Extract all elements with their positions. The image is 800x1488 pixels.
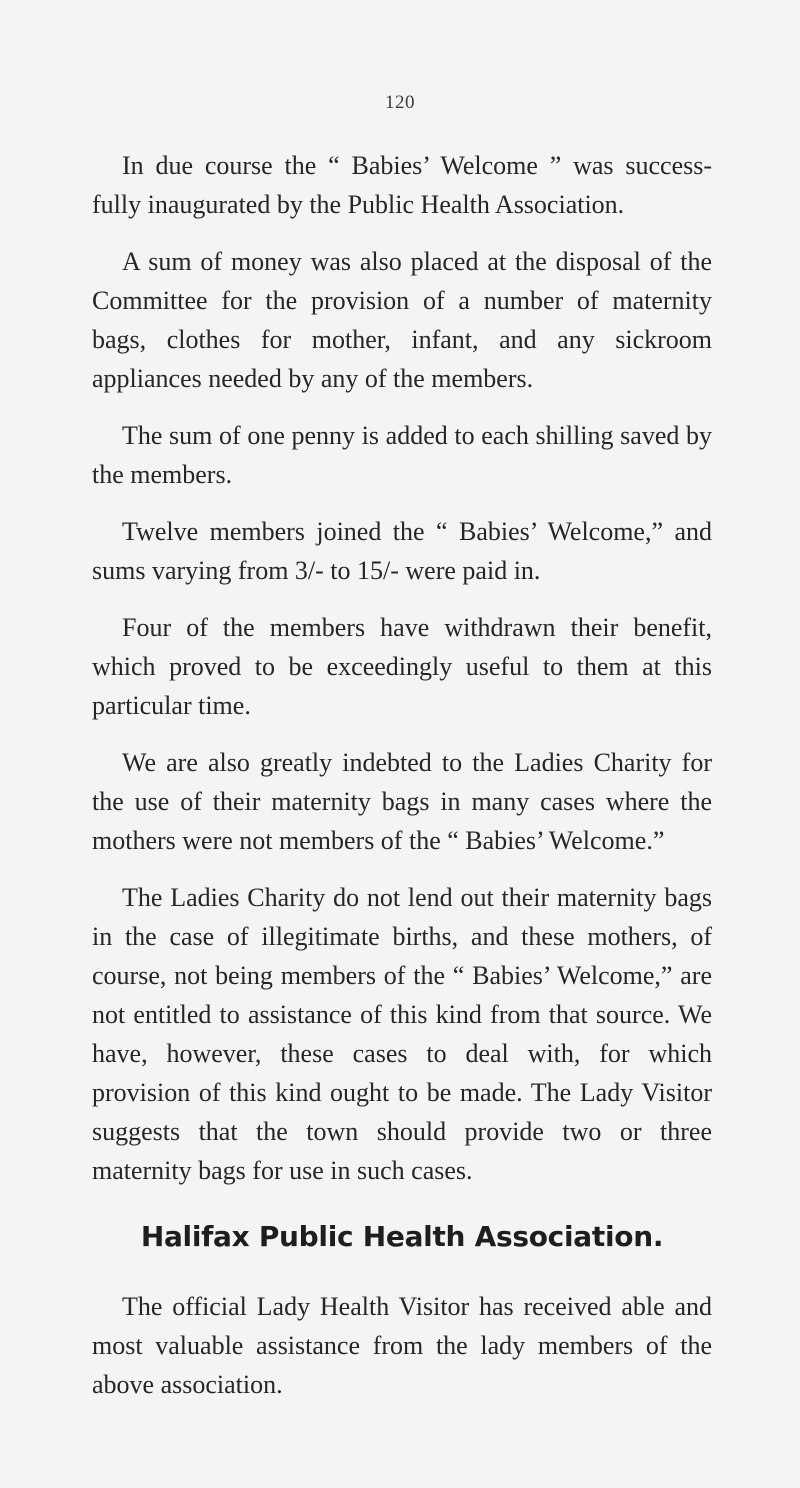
paragraph-lady-health-visitor: The official Lady Health Visitor has received able and most valuable assistance from the lady members of the above association. — [92, 1292, 712, 1399]
paragraph-penny-per-shilling: The sum of one penny is added to each shilling saved by the members. — [92, 421, 712, 489]
section-heading: Halifax Public Health Association. — [140, 1220, 664, 1253]
body-text — [92, 146, 712, 1422]
page-number: 120 — [385, 92, 415, 113]
paragraph-maternity-bags-fund: A sum of money was also placed at the disposal of the Committee for the provision of a number of maternity bags, clothes for mother, infant, and any sickroom appliances needed by any of the members. — [92, 247, 712, 393]
paragraph-withdrawn-members: Four of the members have withdrawn their benefit, which proved to be exceedingly useful to them at this particular time. — [92, 613, 712, 720]
paragraph-ladies-charity: We are also greatly indebted to the Ladies Charity for the use of their maternity bags in many cases where the mothers were not members of the “ Babies’ Welcome.” — [92, 748, 712, 855]
paragraph-babies-welcome-inaugurated: In due course the “ Babies’ Welcome ” was success- fully inaugurated by the Public Health Association. — [92, 151, 712, 219]
paragraph-twelve-members: Twelve members joined the “ Babies’ Welcome,” and sums varying from 3/- to 15/- were paid in. — [92, 517, 712, 585]
paragraph-illegitimate-births: The Ladies Charity do not lend out their maternity bags in the case of illegitimate births, and these mothers, of course, not being members of the “ Babies’ Welcome,” are not entitled to assistance of this kind from that source. We have, however, these cases to deal with, for which provision of this kind ought to be made. The Lady Visitor suggests that the town should provide two or three maternity bags for use in such cases. — [92, 883, 712, 1185]
